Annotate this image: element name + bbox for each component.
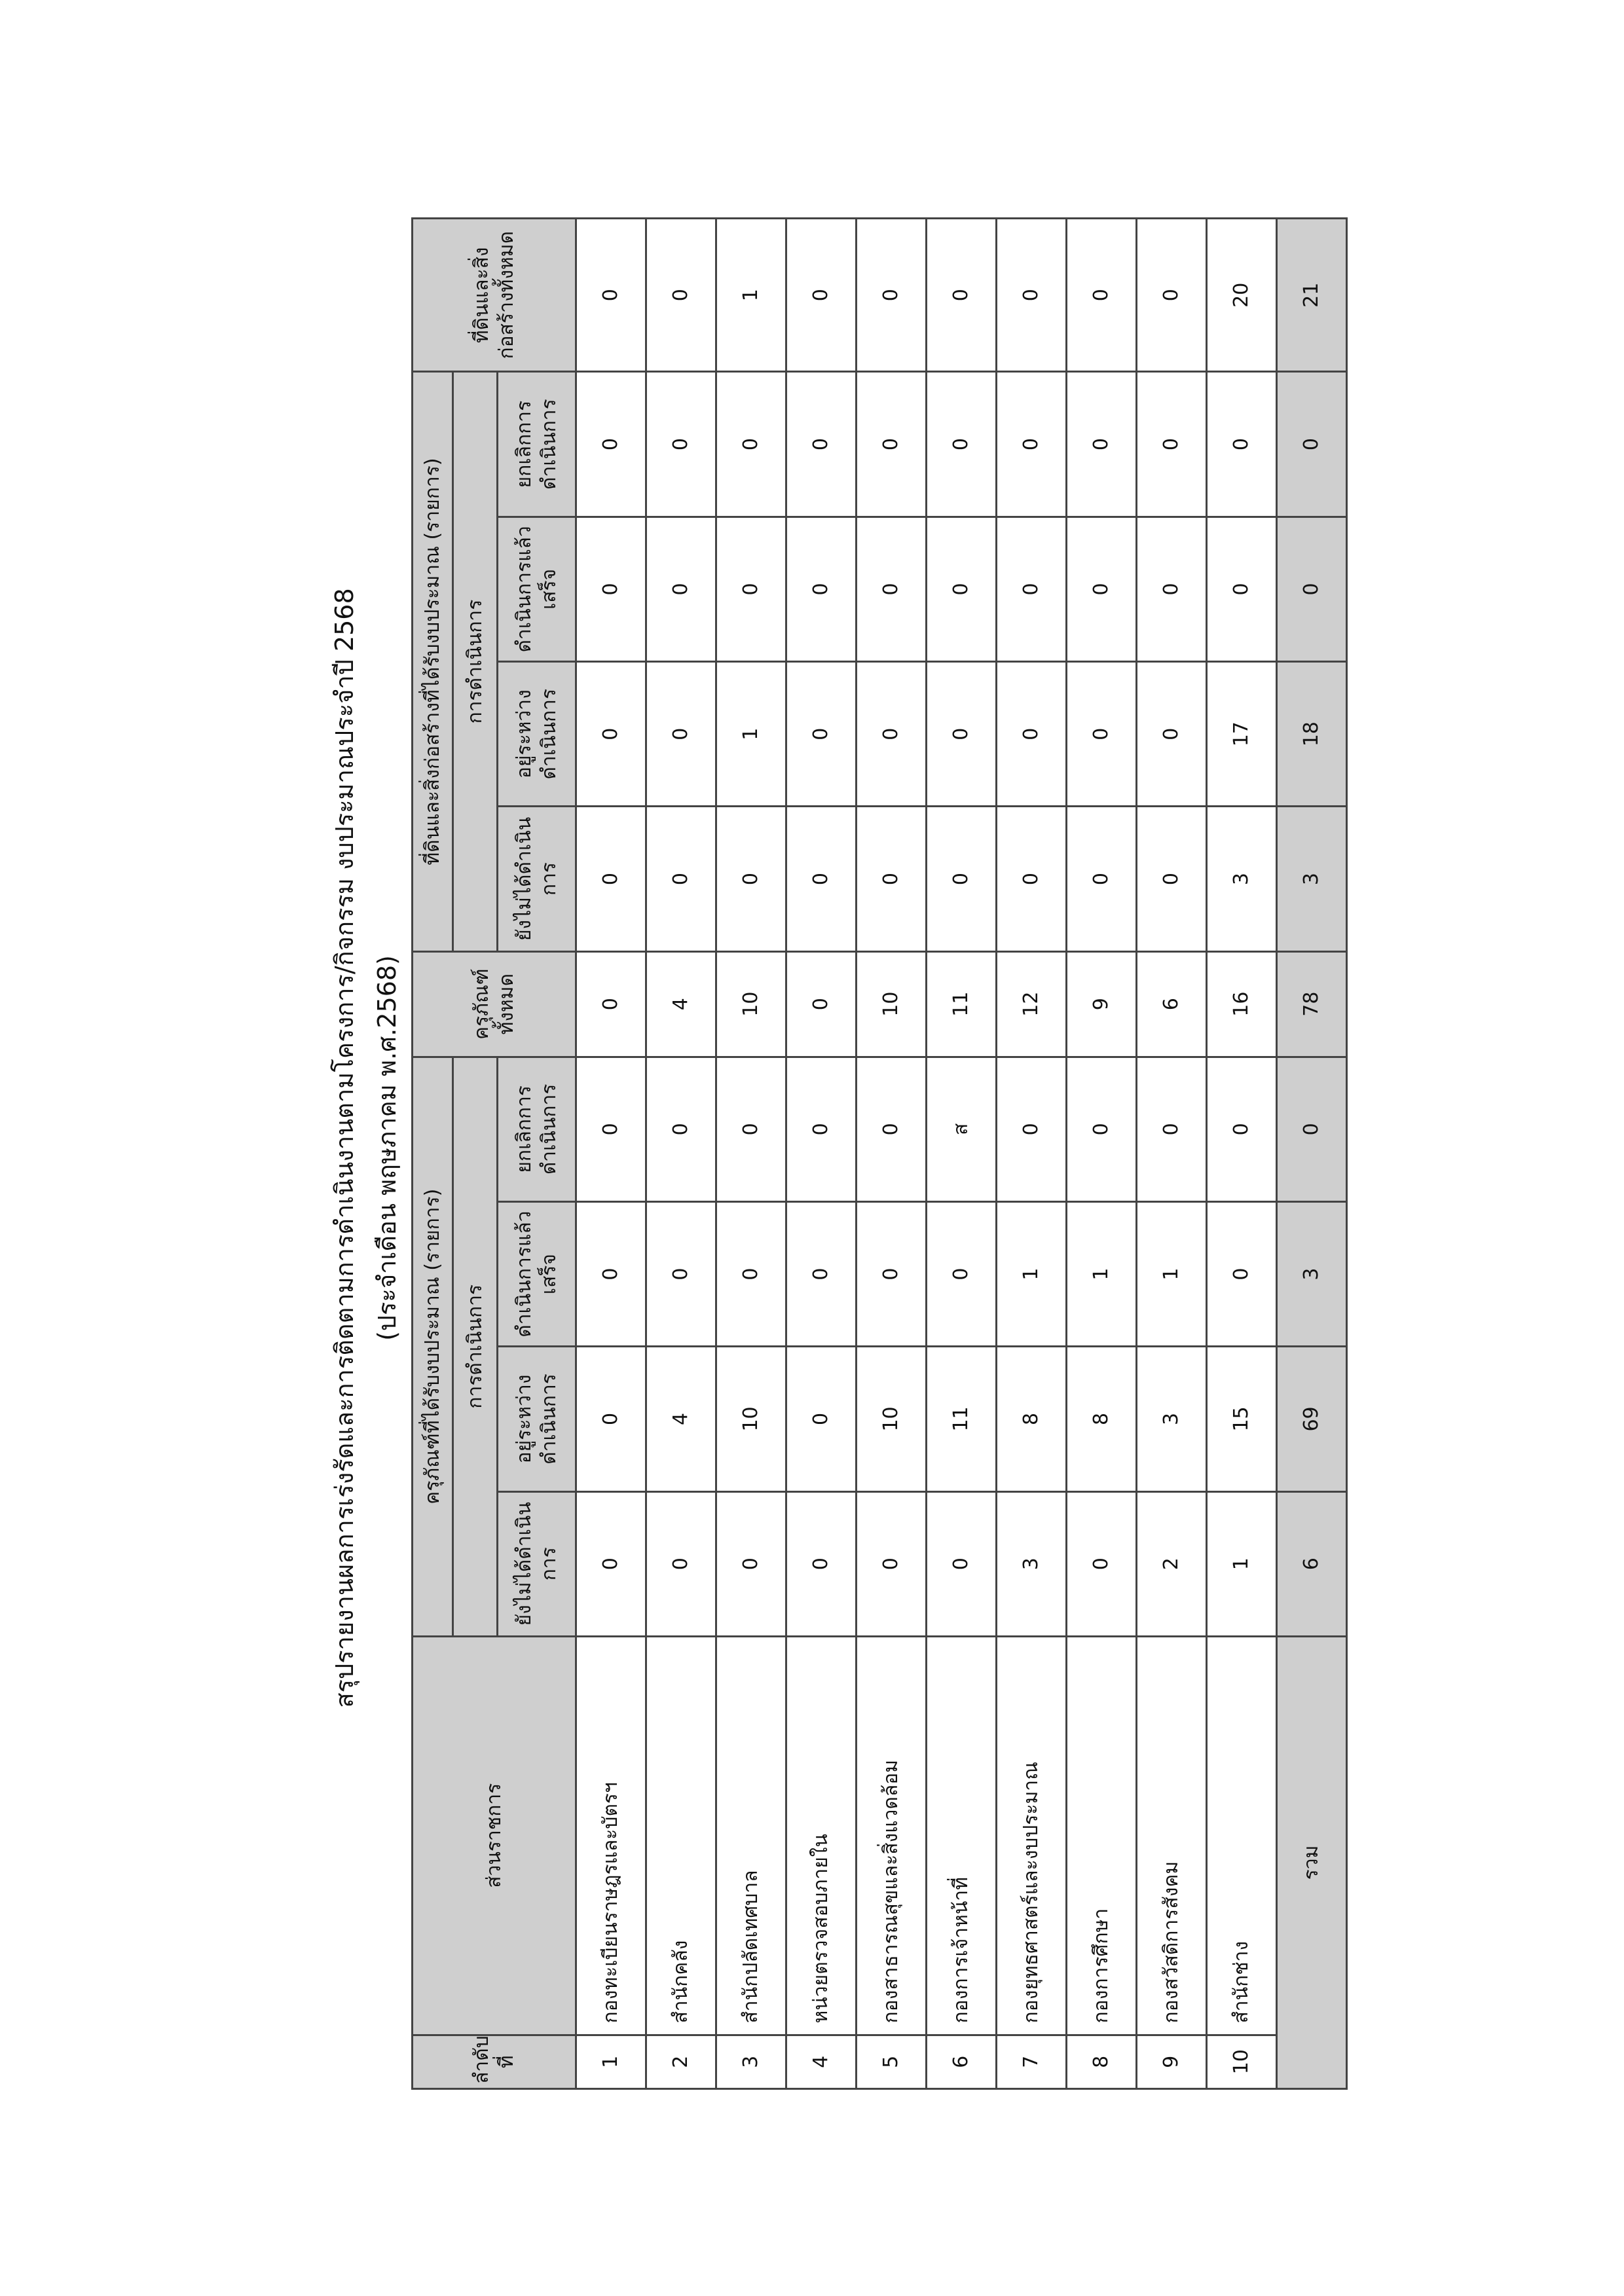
land-value: 0 — [716, 372, 786, 517]
equipment-total-value: 6 — [1277, 1491, 1347, 1636]
equipment-value: 1 — [1067, 1201, 1137, 1346]
equipment-value: 1 — [1207, 1491, 1277, 1636]
header-land-operation: การดำเนินการ — [453, 372, 498, 951]
land-value: 3 — [1207, 807, 1277, 951]
equipment-value: 0 — [857, 1057, 927, 1201]
land-value: 0 — [1137, 807, 1207, 951]
equipment-value: 8 — [1067, 1347, 1137, 1491]
land-total-value: 18 — [1277, 662, 1347, 807]
equipment-value: 12 — [997, 951, 1067, 1057]
equipment-value: 0 — [716, 1057, 786, 1201]
equipment-value: 10 — [857, 1347, 927, 1491]
land-value: 0 — [927, 517, 997, 661]
land-value: 0 — [646, 662, 716, 807]
equipment-value: 0 — [646, 1057, 716, 1201]
table-row — [1067, 219, 1137, 2089]
equipment-value: 0 — [857, 1201, 927, 1346]
row-number: 7 — [997, 2035, 1067, 2088]
land-value: 1 — [716, 662, 786, 807]
land-value: 0 — [997, 807, 1067, 951]
land-value: 0 — [857, 662, 927, 807]
land-value: 0 — [786, 807, 857, 951]
equipment-value: 11 — [927, 951, 997, 1057]
land-value: 0 — [1067, 517, 1137, 661]
land-value: 0 — [997, 662, 1067, 807]
equipment-value: 4 — [646, 1347, 716, 1491]
department-name: สำนักปลัดเทศบาล — [716, 1636, 786, 2035]
land-total-value: 0 — [1277, 372, 1347, 517]
land-value: 17 — [1207, 662, 1277, 807]
land-value: 0 — [857, 372, 927, 517]
department-name: กองการศึกษา — [1067, 1636, 1137, 2035]
row-number: 8 — [1067, 2035, 1137, 2088]
land-value: 0 — [1067, 807, 1137, 951]
department-name: หน่วยตรวจสอบภายใน — [786, 1636, 857, 2035]
land-value: 0 — [786, 219, 857, 372]
table-row — [646, 219, 716, 2089]
equipment-value: 0 — [786, 1491, 857, 1636]
land-value: 20 — [1207, 219, 1277, 372]
land-value: 0 — [1067, 662, 1137, 807]
land-value: 0 — [857, 517, 927, 661]
land-value: 0 — [646, 372, 716, 517]
equipment-value: 0 — [576, 1347, 646, 1491]
equipment-value: 9 — [1067, 951, 1137, 1057]
row-number: 4 — [786, 2035, 857, 2088]
equipment-value: 2 — [1137, 1491, 1207, 1636]
table-row — [1207, 219, 1277, 2089]
header-eq-in-progress: อยู่ระหว่างดำเนินการ — [498, 1347, 576, 1491]
land-value: 0 — [927, 372, 997, 517]
land-value: 0 — [927, 662, 997, 807]
total-row — [1277, 219, 1347, 2089]
land-value: 0 — [927, 219, 997, 372]
land-value: 0 — [576, 517, 646, 661]
equipment-value: 1 — [997, 1201, 1067, 1346]
land-value: 0 — [716, 517, 786, 661]
land-value: 0 — [576, 219, 646, 372]
equipment-value: ส — [927, 1057, 997, 1201]
summary-table — [411, 217, 1348, 2090]
land-value: 0 — [786, 517, 857, 661]
land-value: 0 — [576, 807, 646, 951]
header-eq-completed: ดำเนินการแล้วเสร็จ — [498, 1201, 576, 1346]
table-row — [857, 219, 927, 2089]
page-title: สรุปรายงานผลการเร่งรัดและการติดตามการดำเนินงานตามโครงการ/กิจกรรม งบประมาณประจำปี 2568 — [330, 588, 359, 1708]
equipment-value: 11 — [927, 1347, 997, 1491]
department-name: กองทะเบียนราษฎรและบัตรฯ — [576, 1636, 646, 2035]
land-value: 1 — [716, 219, 786, 372]
page-subtitle: (ประจำเดือน พฤษภาคม พ.ศ.2568) — [373, 955, 401, 1341]
equipment-value: 0 — [927, 1491, 997, 1636]
department-name: กองสวัสดิการสังคม — [1137, 1636, 1207, 2035]
equipment-value: 6 — [1137, 951, 1207, 1057]
row-number: 6 — [927, 2035, 997, 2088]
table-row — [576, 219, 646, 2089]
equipment-total-value: 69 — [1277, 1347, 1347, 1491]
header-equipment-operation: การดำเนินการ — [453, 1057, 498, 1636]
equipment-total-value: 78 — [1277, 951, 1347, 1057]
equipment-value: 0 — [997, 1057, 1067, 1201]
header-dept: ส่วนราชการ — [413, 1636, 576, 2035]
equipment-value: 0 — [576, 1057, 646, 1201]
equipment-value: 0 — [1137, 1057, 1207, 1201]
equipment-value: 0 — [576, 1491, 646, 1636]
land-value: 0 — [576, 662, 646, 807]
equipment-value: 3 — [997, 1491, 1067, 1636]
equipment-value: 0 — [716, 1201, 786, 1346]
land-value: 0 — [646, 807, 716, 951]
land-value: 0 — [1137, 219, 1207, 372]
land-value: 0 — [1067, 219, 1137, 372]
land-value: 0 — [927, 807, 997, 951]
land-total-value: 21 — [1277, 219, 1347, 372]
header-ld-not-started: ยังไม่ได้ดำเนินการ — [498, 807, 576, 951]
row-number: 5 — [857, 2035, 927, 2088]
land-value: 0 — [786, 662, 857, 807]
equipment-value: 0 — [646, 1491, 716, 1636]
table-row — [927, 219, 997, 2089]
equipment-value: 0 — [786, 1201, 857, 1346]
land-total-value: 3 — [1277, 807, 1347, 951]
land-value: 0 — [716, 807, 786, 951]
land-value: 0 — [1207, 517, 1277, 661]
land-value: 0 — [1067, 372, 1137, 517]
header-ld-in-progress: อยู่ระหว่างดำเนินการ — [498, 662, 576, 807]
header-ld-cancelled: ยกเลิกการดำเนินการ — [498, 372, 576, 517]
land-value: 0 — [1137, 517, 1207, 661]
row-number: 3 — [716, 2035, 786, 2088]
equipment-value: 0 — [1207, 1057, 1277, 1201]
table-row — [997, 219, 1067, 2089]
equipment-value: 15 — [1207, 1347, 1277, 1491]
department-name: สำนักคลัง — [646, 1636, 716, 2035]
land-value: 0 — [576, 372, 646, 517]
equipment-value: 0 — [786, 1347, 857, 1491]
row-number: 2 — [646, 2035, 716, 2088]
land-total-value: 0 — [1277, 517, 1347, 661]
table-row — [1137, 219, 1207, 2089]
equipment-value: 0 — [857, 1491, 927, 1636]
header-no: ลำดับที่ — [413, 2035, 576, 2088]
equipment-value: 10 — [716, 1347, 786, 1491]
equipment-value: 0 — [927, 1201, 997, 1346]
land-value: 0 — [646, 517, 716, 661]
department-name: กองการเจ้าหน้าที่ — [927, 1636, 997, 2035]
header-eq-cancelled: ยกเลิกการดำเนินการ — [498, 1057, 576, 1201]
equipment-value: 0 — [646, 1201, 716, 1346]
header-land-total: ที่ดินและสิ่งก่อสร้างทั้งหมด — [413, 219, 576, 372]
equipment-value: 0 — [1207, 1201, 1277, 1346]
land-value: 0 — [997, 219, 1067, 372]
land-value: 0 — [857, 219, 927, 372]
land-value: 0 — [786, 372, 857, 517]
header-land-group: ที่ดินและสิ่งก่อสร้างที่ได้รับงบประมาณ (รายการ) — [413, 372, 453, 951]
land-value: 0 — [997, 372, 1067, 517]
equipment-value: 4 — [646, 951, 716, 1057]
equipment-value: 0 — [786, 951, 857, 1057]
equipment-value: 16 — [1207, 951, 1277, 1057]
equipment-value: 0 — [1067, 1491, 1137, 1636]
equipment-value: 3 — [1137, 1347, 1207, 1491]
land-value: 0 — [1137, 372, 1207, 517]
header-ld-completed: ดำเนินการแล้วเสร็จ — [498, 517, 576, 661]
equipment-value: 0 — [576, 951, 646, 1057]
equipment-value: 0 — [786, 1057, 857, 1201]
header-equipment-group: ครุภัณฑ์ที่ได้รับงบประมาณ (รายการ) — [413, 1057, 453, 1636]
equipment-total-value: 0 — [1277, 1057, 1347, 1201]
total-label: รวม — [1277, 1636, 1347, 2088]
land-value: 0 — [857, 807, 927, 951]
row-number: 10 — [1207, 2035, 1277, 2088]
row-number: 9 — [1137, 2035, 1207, 2088]
row-number: 1 — [576, 2035, 646, 2088]
equipment-value: 8 — [997, 1347, 1067, 1491]
equipment-value: 0 — [716, 1491, 786, 1636]
header-eq-not-started: ยังไม่ได้ดำเนินการ — [498, 1491, 576, 1636]
equipment-value: 1 — [1137, 1201, 1207, 1346]
equipment-value: 10 — [857, 951, 927, 1057]
table-row — [786, 219, 857, 2089]
header-equipment-total: ครุภัณฑ์ทั้งหมด — [413, 951, 576, 1057]
equipment-value: 0 — [576, 1201, 646, 1346]
land-value: 0 — [997, 517, 1067, 661]
table-row — [716, 219, 786, 2089]
land-value: 0 — [1137, 662, 1207, 807]
department-name: กองยุทธศาสตร์และงบประมาณ — [997, 1636, 1067, 2035]
land-value: 0 — [646, 219, 716, 372]
land-value: 0 — [1207, 372, 1277, 517]
equipment-value: 10 — [716, 951, 786, 1057]
equipment-total-value: 3 — [1277, 1201, 1347, 1346]
department-name: สำนักช่าง — [1207, 1636, 1277, 2035]
equipment-value: 0 — [1067, 1057, 1137, 1201]
department-name: กองสาธารณสุขและสิ่งแวดล้อม — [857, 1636, 927, 2035]
